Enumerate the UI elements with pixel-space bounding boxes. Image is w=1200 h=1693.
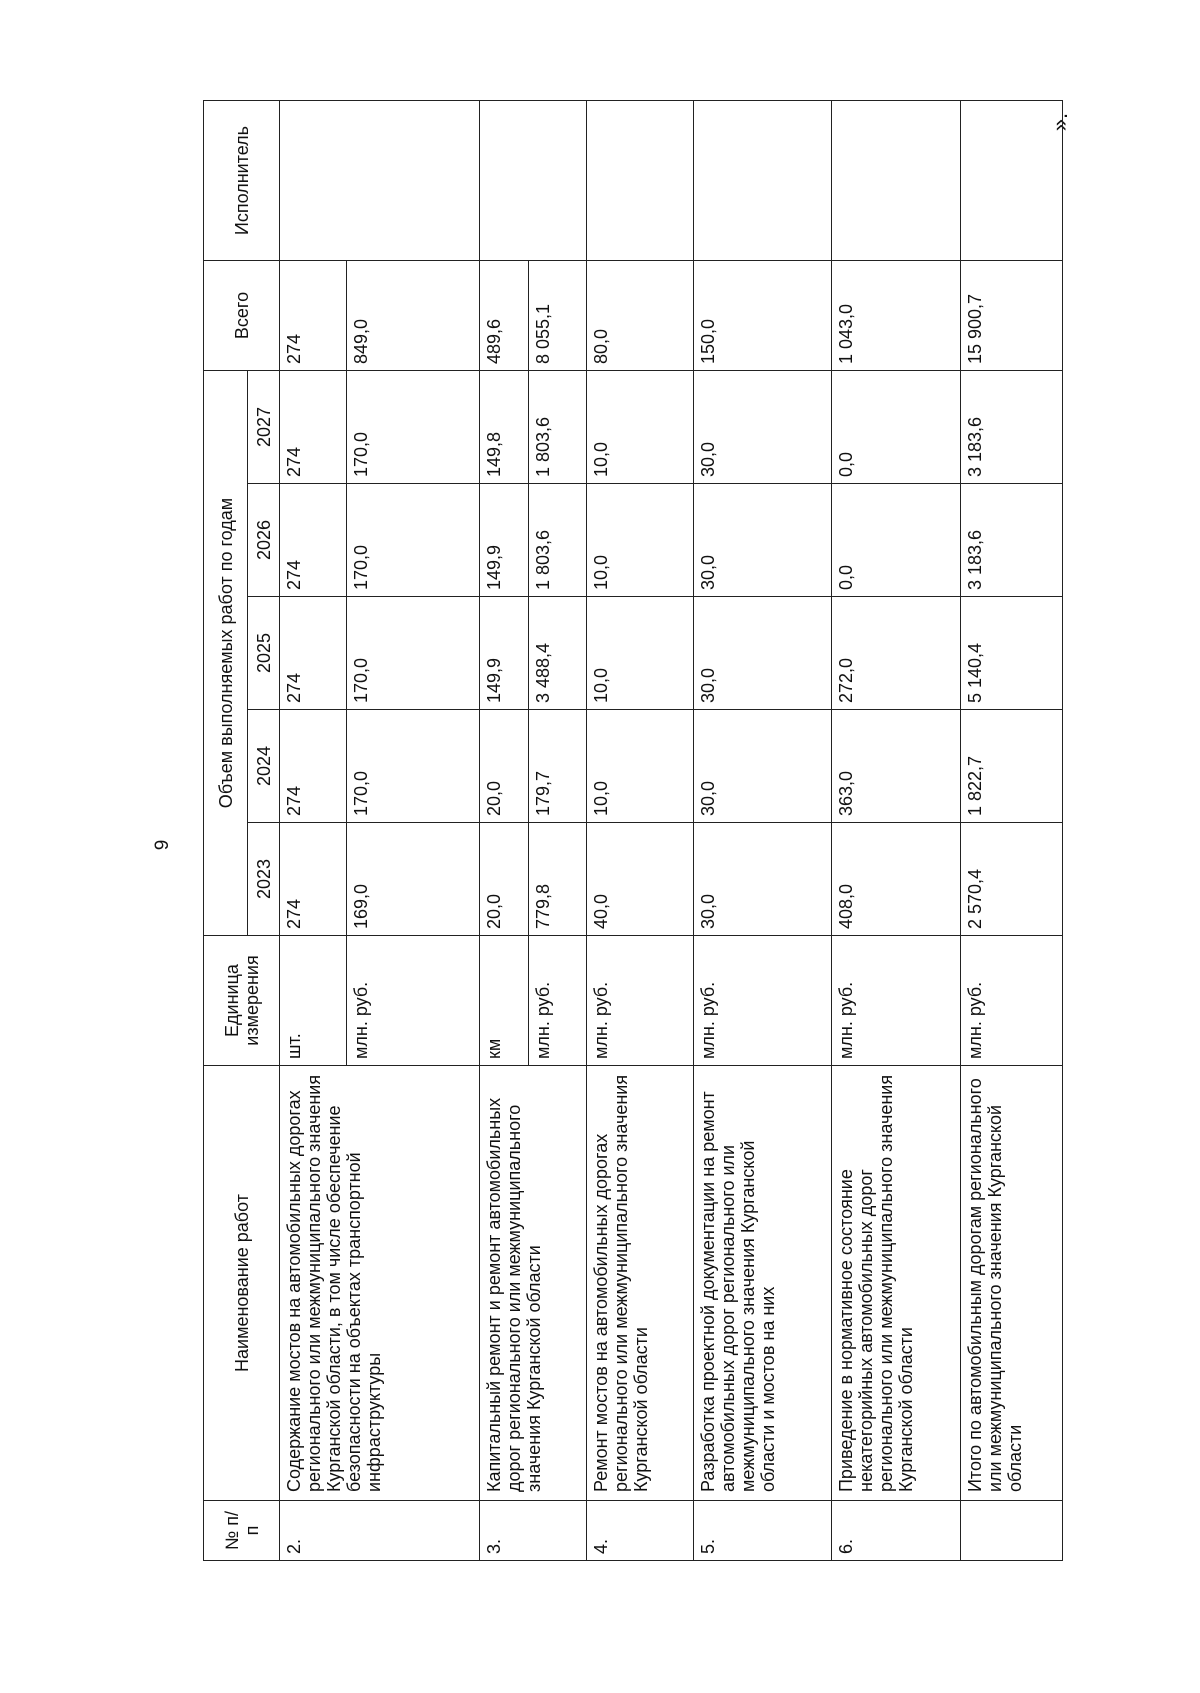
- row-value: 170,0: [346, 371, 479, 484]
- row-total: 849,0: [346, 261, 479, 371]
- row-unit: млн. руб.: [586, 936, 693, 1066]
- row-value: 3 488,4: [529, 597, 587, 710]
- header-year: 2025: [248, 597, 280, 710]
- header-year: 2023: [248, 823, 280, 936]
- table-row: [831, 101, 960, 1561]
- table-row-total: [960, 101, 1062, 1561]
- row-value: 0,0: [831, 371, 960, 484]
- row-executor: [480, 101, 587, 261]
- row-value: 1 803,6: [529, 371, 587, 484]
- row-value: 169,0: [346, 823, 479, 936]
- row-value: 10,0: [586, 597, 693, 710]
- header-unit: Единица измерения: [204, 936, 280, 1066]
- row-value: 170,0: [346, 484, 479, 597]
- row-value: 1 822,7: [960, 710, 1062, 823]
- page-number: 9: [152, 839, 173, 851]
- header-year: 2024: [248, 710, 280, 823]
- row-total: 274: [280, 261, 347, 371]
- closing-quote-mark: ».: [1047, 112, 1072, 132]
- header-volume-by-years: Объем выполняемых работ по годам: [204, 371, 248, 936]
- row-executor: [960, 101, 1062, 261]
- row-value: 274: [280, 371, 347, 484]
- header-total: Всего: [204, 261, 280, 371]
- row-value: 149,9: [480, 484, 529, 597]
- table-row: [693, 101, 831, 1561]
- header-num: № п/п: [204, 1501, 280, 1561]
- row-work-name: Содержание мостов на автомобильных дорогах регионального или межмуниципального значения Курганской области, в том числе обеспечение безопасности на объектах транспортной инфраструктуры: [280, 1066, 480, 1501]
- row-executor: [280, 101, 480, 261]
- row-value: 40,0: [586, 823, 693, 936]
- row-value: 149,8: [480, 371, 529, 484]
- table-row: [586, 101, 693, 1561]
- header-year: 2027: [248, 371, 280, 484]
- row-number: 3.: [480, 1501, 587, 1561]
- row-value: 20,0: [480, 823, 529, 936]
- row-executor: [693, 101, 831, 261]
- row-unit: шт.: [280, 936, 347, 1066]
- row-work-name: Итого по автомобильным дорогам регионального или межмуниципального значения Курганской области: [960, 1066, 1062, 1501]
- row-unit: млн. руб.: [960, 936, 1062, 1066]
- row-executor: [831, 101, 960, 261]
- row-number: 2.: [280, 1501, 480, 1561]
- row-unit: млн. руб.: [346, 936, 479, 1066]
- row-total: 15 900,7: [960, 261, 1062, 371]
- row-value: 0,0: [831, 484, 960, 597]
- row-unit: км: [480, 936, 529, 1066]
- row-total: 489,6: [480, 261, 529, 371]
- row-total: 8 055,1: [529, 261, 587, 371]
- row-work-name: Разработка проектной документации на ремонт автомобильных дорог регионального или межмуниципального значения Курганской области и мостов на них: [693, 1066, 831, 1501]
- row-value: 10,0: [586, 484, 693, 597]
- row-value: 179,7: [529, 710, 587, 823]
- row-work-name: Приведение в нормативное состояние некатегорийных автомобильных дорог регионального или межмуниципального значения Курганской области: [831, 1066, 960, 1501]
- row-value: 10,0: [586, 371, 693, 484]
- row-number: 5.: [693, 1501, 831, 1561]
- row-number: 4.: [586, 1501, 693, 1561]
- row-work-name: Капитальный ремонт и ремонт автомобильных дорог регионального или межмуниципального значения Курганской области: [480, 1066, 587, 1501]
- row-value: 30,0: [693, 823, 831, 936]
- row-value: 408,0: [831, 823, 960, 936]
- table-row: [480, 101, 529, 1561]
- header-executor: Исполнитель: [204, 101, 280, 261]
- row-total: 150,0: [693, 261, 831, 371]
- row-value: 30,0: [693, 371, 831, 484]
- header-year: 2026: [248, 484, 280, 597]
- row-unit: млн. руб.: [529, 936, 587, 1066]
- row-executor: [586, 101, 693, 261]
- row-value: 274: [280, 597, 347, 710]
- row-value: 30,0: [693, 484, 831, 597]
- row-number: [960, 1501, 1062, 1561]
- row-value: 363,0: [831, 710, 960, 823]
- row-value: 10,0: [586, 710, 693, 823]
- row-value: 5 140,4: [960, 597, 1062, 710]
- row-value: 779,8: [529, 823, 587, 936]
- row-value: 3 183,6: [960, 371, 1062, 484]
- row-value: 1 803,6: [529, 484, 587, 597]
- works-volume-table: [203, 100, 1063, 1561]
- row-value: 170,0: [346, 597, 479, 710]
- row-value: 2 570,4: [960, 823, 1062, 936]
- row-total: 1 043,0: [831, 261, 960, 371]
- row-number: 6.: [831, 1501, 960, 1561]
- row-value: 30,0: [693, 710, 831, 823]
- row-value: 170,0: [346, 710, 479, 823]
- row-unit: млн. руб.: [831, 936, 960, 1066]
- row-value: 3 183,6: [960, 484, 1062, 597]
- row-value: 274: [280, 710, 347, 823]
- rotated-table-container: [203, 101, 1063, 1561]
- row-value: 20,0: [480, 710, 529, 823]
- header-name: Наименование работ: [204, 1066, 280, 1501]
- row-work-name: Ремонт мостов на автомобильных дорогах регионального или межмуниципального значения Курганской области: [586, 1066, 693, 1501]
- row-value: 272,0: [831, 597, 960, 710]
- row-value: 149,9: [480, 597, 529, 710]
- table-row: [280, 101, 347, 1561]
- row-value: 274: [280, 823, 347, 936]
- row-total: 80,0: [586, 261, 693, 371]
- row-value: 274: [280, 484, 347, 597]
- row-unit: млн. руб.: [693, 936, 831, 1066]
- row-value: 30,0: [693, 597, 831, 710]
